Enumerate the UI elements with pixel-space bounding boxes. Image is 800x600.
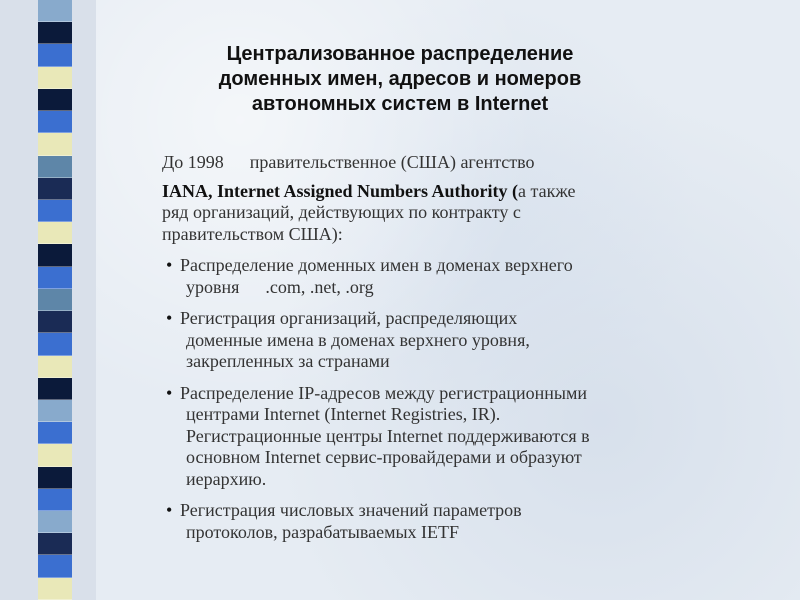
stripe-segment	[38, 178, 72, 200]
bullet-1-domains: .com, .net, .org	[265, 276, 374, 297]
bullet-glyph: •	[166, 255, 173, 275]
bullet-2-line-2: доменные имена в доменах верхнего уровня,	[186, 329, 530, 350]
intro-agency: правительственное (США) агентство	[249, 152, 535, 172]
stripe-segment	[38, 0, 72, 22]
stripe-segment	[38, 511, 72, 533]
intro-line-4: правительством США):	[162, 223, 343, 244]
intro-line-3: ряд организаций, действующих по контракту с	[162, 202, 521, 222]
stripe-segment	[38, 111, 72, 133]
title-line-2: доменных имен, адресов и номеров	[218, 68, 582, 90]
iana-name: IANA, Internet Assigned Numbers Authority (	[162, 180, 519, 201]
slide-body	[162, 152, 662, 543]
intro-year: До 1998	[162, 152, 224, 172]
title-line-3: автономных систем в Internet	[251, 93, 549, 115]
stripe-segment	[38, 133, 72, 155]
bullet-3-line-1: Распределение IP-адресов между регистрационными	[180, 382, 588, 403]
bullet-item-2	[162, 308, 662, 373]
bullet-item-4	[162, 500, 662, 543]
stripe-segment	[38, 555, 72, 577]
intro-also: а также	[518, 180, 576, 201]
stripe-segment	[38, 400, 72, 422]
stripe-segment	[38, 289, 72, 311]
bullet-2-line-3: закрепленных за странами	[186, 351, 390, 371]
stripe-segment	[38, 533, 72, 555]
stripe-segment	[38, 44, 72, 66]
stripe-segment	[38, 333, 72, 355]
bullet-1-line-1: Распределение доменных имен в доменах верхнего	[180, 255, 573, 275]
bullet-4-line-1: Регистрация числовых значений параметров	[180, 500, 522, 520]
stripe-segment	[38, 67, 72, 89]
stripe-segment	[38, 89, 72, 111]
stripe-segment	[38, 422, 72, 444]
bullet-item-1	[162, 255, 662, 298]
bullet-glyph: •	[166, 500, 173, 520]
stripe-segment	[38, 311, 72, 333]
bullet-3-line-4: основном Internet сервис-провайдерами и образуют	[186, 447, 582, 467]
stripe-segment	[38, 467, 72, 489]
bullet-3-line-2: центрами Internet (Internet Registries, IR).	[186, 404, 501, 424]
intro-line-2	[162, 181, 662, 203]
stripe-segment	[38, 356, 72, 378]
intro-line-1	[162, 152, 662, 174]
bullet-3-line-5: иерархию.	[186, 468, 267, 489]
stripe-column	[38, 0, 72, 600]
slide-title	[180, 42, 620, 117]
stripe-segment	[38, 378, 72, 400]
bullet-glyph: •	[166, 382, 173, 403]
stripe-segment	[38, 22, 72, 44]
stripe-segment	[38, 156, 72, 178]
stripe-segment	[38, 444, 72, 466]
decorative-left-strip	[0, 0, 96, 600]
stripe-segment	[38, 578, 72, 600]
bullet-4-line-2: протоколов, разрабатываемых IETF	[186, 521, 460, 542]
stripe-segment	[38, 222, 72, 244]
stripe-segment	[38, 244, 72, 266]
title-line-1: Централизованное распределение	[226, 43, 574, 65]
bullet-item-3	[162, 383, 662, 491]
bullet-1-level: уровня	[186, 276, 240, 297]
bullet-2-line-1: Регистрация организаций, распределяющих	[180, 308, 518, 328]
stripe-segment	[38, 267, 72, 289]
stripe-segment	[38, 200, 72, 222]
stripe-segment	[38, 489, 72, 511]
bullet-3-line-3: Регистрационные центры Internet поддерживаются в	[186, 425, 590, 446]
bullet-glyph: •	[166, 308, 173, 328]
